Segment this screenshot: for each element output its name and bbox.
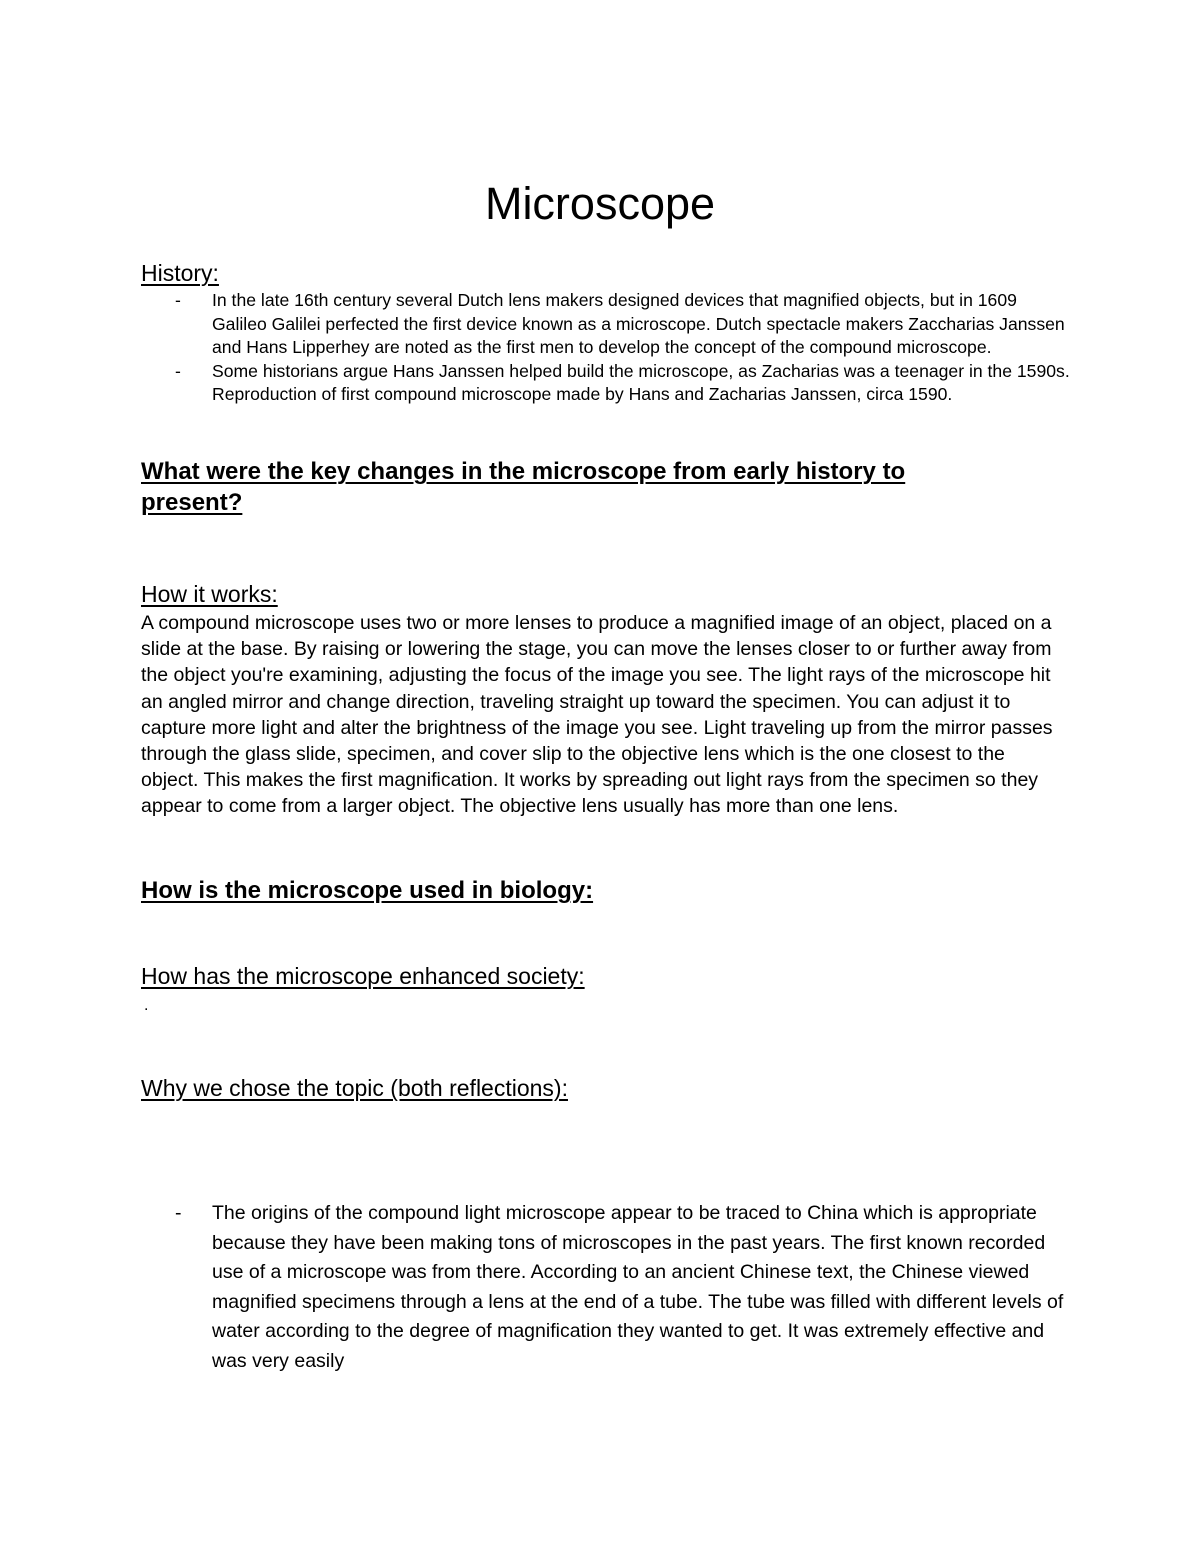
bullet-dash: - <box>175 360 181 381</box>
topic-heading: Why we chose the topic (both reflections): <box>141 1075 568 1101</box>
society-heading: How has the microscope enhanced society: <box>141 963 585 989</box>
bullet-dash: - <box>175 1202 182 1224</box>
how-it-works-paragraph: A compound microscope uses two or more lenses to produce a magnified image of an object, placed on a slide at the base. By raising or lowering the stage, you can move the lenses closer to or further away from the object you're examining, adjusting the focus of the image you see. The light rays of the microscope hit an angled mirror and change direction, traveling straight up toward the specimen. You can adjust it to capture more light and alter the brightness of the image you see. Light traveling up from the mirror passes through the glass slide, specimen, and cover slip to the objective lens which is the one closest to the object. This makes the first magnification. It works by spreading out light rays from the specimen so they appear to come from a larger object. The objective lens usually has more than one lens. <box>141 612 1053 818</box>
history-list <box>141 289 1071 407</box>
history-item-text: Some historians argue Hans Janssen helped build the microscope, as Zacharias was a teenager in the 1590s. Reproduction of first compound microscope made by Hans and Zacharias Janssen, circa 1590. <box>212 360 1070 404</box>
how-it-works-heading: How it works: <box>141 581 278 607</box>
topic-item-text: The origins of the compound light microscope appear to be traced to China which is appropriate because they have been making tons of microscopes in the past years. The first known recorded use of a microscope was from there. According to an ancient Chinese text, the Chinese viewed magnified specimens through a lens at the end of a tube. The tube was filled with different levels of water according to the degree of magnification they wanted to get. It was extremely effective and was very easily <box>212 1202 1064 1372</box>
list-item <box>141 289 1071 360</box>
list-item <box>141 1199 1071 1376</box>
list-item <box>141 360 1071 407</box>
topic-list <box>141 1199 1071 1376</box>
history-item-text: In the late 16th century several Dutch lens makers designed devices that magnified objects, but in 1609 Galileo Galilei perfected the first device known as a microscope. Dutch spectacle makers Zaccharias Janssen and Hans Lipperhey are noted as the first men to develop the concept of the compound microscope. <box>212 290 1065 357</box>
biology-heading: How is the microscope used in biology: <box>141 877 594 904</box>
bullet-dash: - <box>175 290 181 310</box>
history-heading: History: <box>141 260 219 286</box>
key-changes-heading: What were the key changes in the microscope from early history to present? <box>141 458 906 516</box>
society-content: . <box>144 997 149 1014</box>
document-title: Microscope <box>484 178 716 229</box>
